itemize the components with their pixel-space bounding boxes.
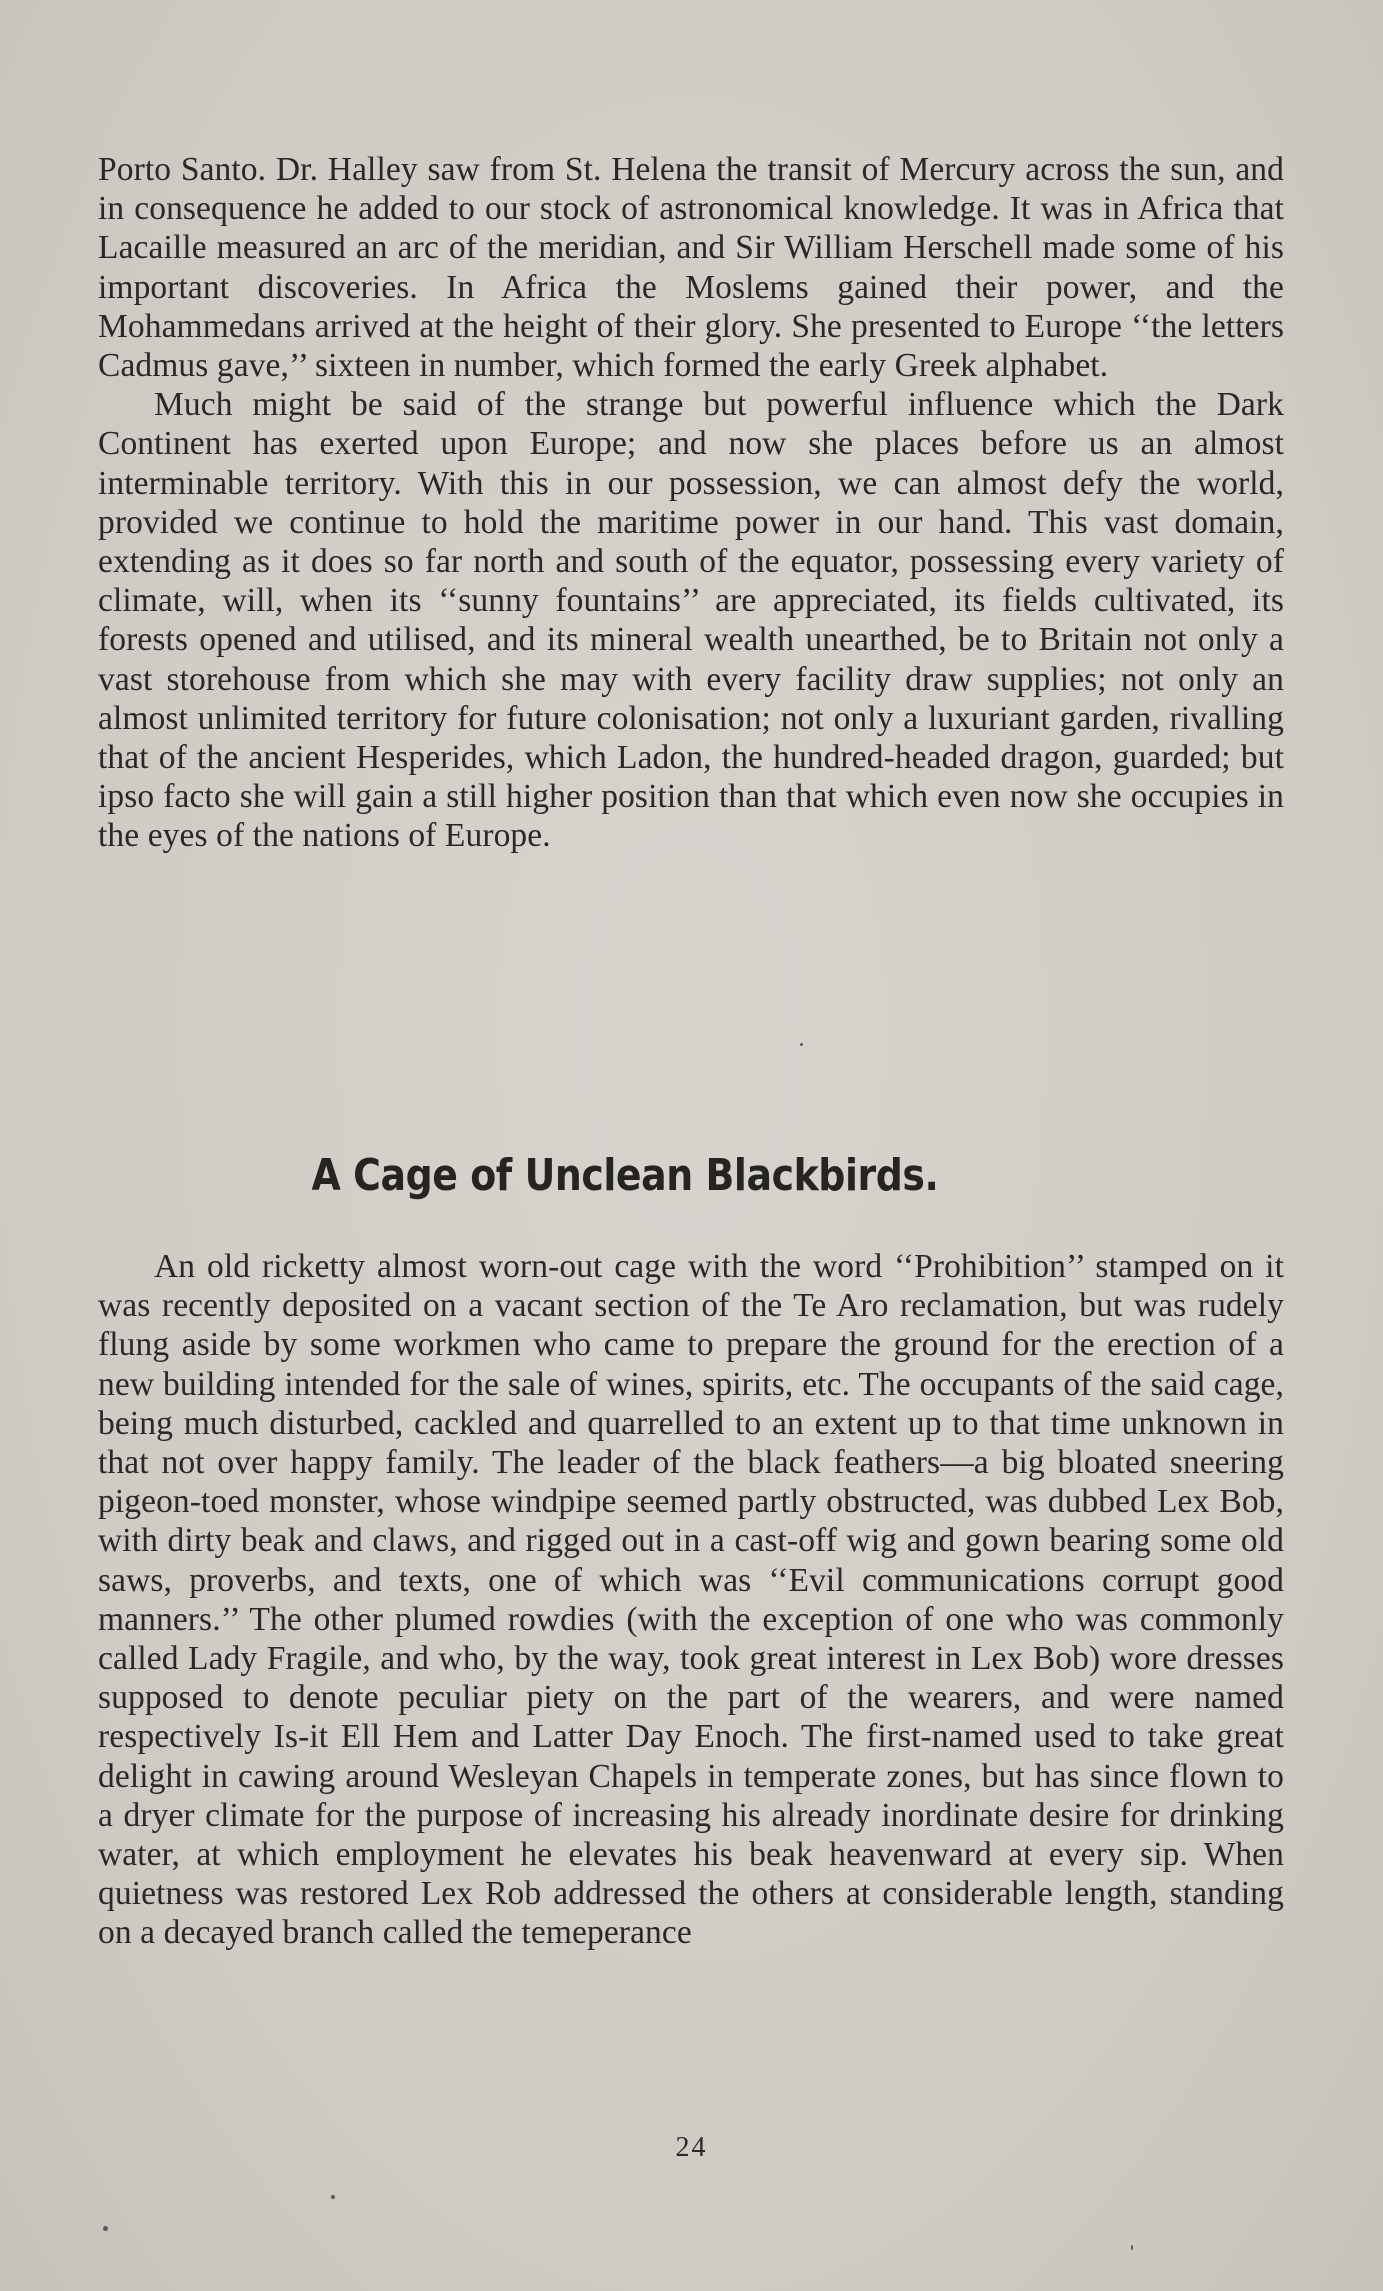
paper-speck (331, 2195, 335, 2199)
article-heading: A Cage of Unclean Blackbirds. (311, 1150, 939, 1201)
paragraph: Porto Santo. Dr. Halley saw from St. Helena the transit of Mercury across the sun, and in consequence he added to our stock of astronomical knowledge. It was in Africa that Lacaille measured an arc of the meridian, and Sir William Herschell made some of his important discoveries. In Africa the Moslems gained their power, and the Mohammedans arrived at the height of their glory. She presented to Europe ‘‘the letters Cadmus gave,’’ sixteen in number, which formed the early Greek alphabet. (98, 151, 1284, 385)
continued-text-section (98, 150, 1284, 856)
paragraph: Much might be said of the strange but powerful influence which the Dark Continent has exerted upon Europe; and now she places before us an almost interminable territory. With this in our possession, we can almost defy the world, provided we continue to hold the maritime power in our hand. This vast domain, extending as it does so far north and south of the equator, possessing every variety of climate, will, when its ‘‘sunny fountains’’ are appreciated, its fields cultivated, its forests opened and utilised, and its mineral wealth unearthed, be to Britain not only a vast storehouse from which she may with every facility draw supplies; not only an almost unlimited territory for future colonisation; not only a luxuriant garden, rivalling that of the ancient Hesperides, which Ladon, the hundred-headed dragon, guarded; but ipso facto she will gain a still higher position than that which even now she occupies in the eyes of the nations of Europe. (98, 386, 1284, 855)
page-number: 24 (675, 2132, 708, 2163)
paper-speck (103, 2226, 108, 2231)
article-body (98, 1247, 1284, 1953)
paper-speck (1131, 2245, 1133, 2250)
paper-speck (800, 1043, 803, 1046)
paragraph: An old ricketty almost worn-out cage with the word ‘‘Prohibition’’ stamped on it was recently deposited on a vacant section of the Te Aro reclamation, but was rudely flung aside by some workmen who came to prepare the ground for the erection of a new building intended for the sale of wines, spirits, etc. The occupants of the said cage, being much disturbed, cackled and quarrelled to an extent up to that time unknown in that not over happy family. The leader of the black feathers—a big bloated sneering pigeon-toed monster, whose windpipe seemed partly obstructed, was dubbed Lex Bob, with dirty beak and claws, and rigged out in a cast-off wig and gown bearing some old saws, proverbs, and texts, one of which was ‘‘Evil communications corrupt good manners.’’ The other plumed rowdies (with the exception of one who was commonly called Lady Fragile, and who, by the way, took great interest in Lex Bob) wore dresses supposed to denote peculiar piety on the part of the wearers, and were named respectively Is-it Ell Hem and Latter Day Enoch. The first-named used to take great delight in cawing around Wesleyan Chapels in temperate zones, but has since flown to a dryer climate for the purpose of increasing his already inordinate desire for drinking water, at which employment he elevates his beak heavenward at every sip. When quietness was restored Lex Rob addressed the others at considerable length, standing on a decayed branch called the temeperance (98, 1248, 1284, 1952)
